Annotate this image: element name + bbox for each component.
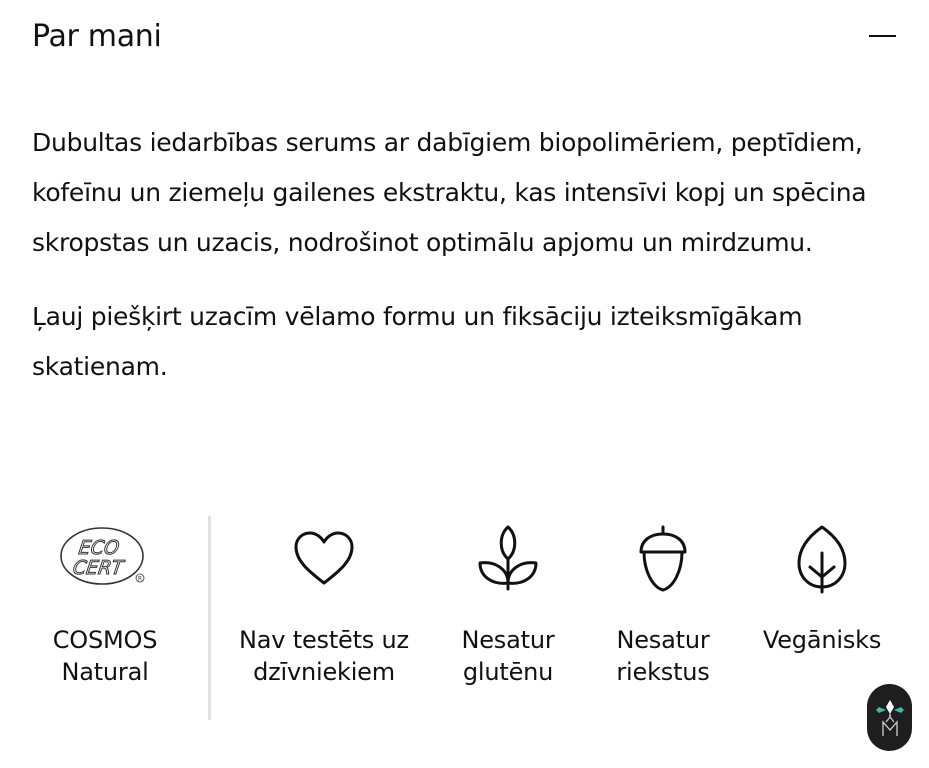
badge-cruelty-free (239, 514, 409, 688)
brand-logo-icon (875, 696, 905, 740)
section-title: Par mani (32, 18, 162, 54)
acorn-icon (578, 514, 748, 604)
badge-cosmos-natural (20, 514, 190, 688)
svg-text:R: R (137, 575, 143, 583)
heart-icon (239, 514, 409, 604)
badge-label: COSMOS Natural (52, 626, 158, 686)
accordion-header[interactable] (32, 14, 897, 58)
description-paragraph: Dubultas iedarbības serums ar dabīgiem biopolimēriem, peptīdiem, kofeīnu un ziemeļu gailenes ekstraktu, kas intensīvi kopj un spēcina skropstas un uzacis, nodrošinot optimālu apjomu un mirdzumu. (32, 128, 867, 257)
badge-divider (208, 516, 211, 720)
badge-nut-free (578, 514, 748, 688)
product-description (32, 118, 910, 392)
badge-label: Nesatur glutēnu (461, 626, 555, 686)
product-badges (0, 514, 929, 724)
leaf-icon (737, 514, 907, 604)
ecocert-logo-text: ECO (77, 536, 121, 559)
badge-label: Nesatur riekstus (616, 626, 710, 686)
badge-vegan (737, 514, 907, 656)
sprout-icon (423, 514, 593, 604)
svg-text:CERT: CERT (71, 556, 125, 579)
chat-button[interactable] (867, 684, 912, 751)
badge-gluten-free (423, 514, 593, 688)
badge-label: Vegānisks (762, 626, 882, 654)
collapse-minus-icon[interactable] (867, 21, 897, 51)
description-paragraph: Ļauj piešķirt uzacīm vēlamo formu un fiksāciju izteiksmīgākam skatienam. (32, 302, 803, 381)
ecocert-logo (20, 514, 190, 604)
badge-label: Nav testēts uz dzīvniekiem (239, 626, 409, 686)
